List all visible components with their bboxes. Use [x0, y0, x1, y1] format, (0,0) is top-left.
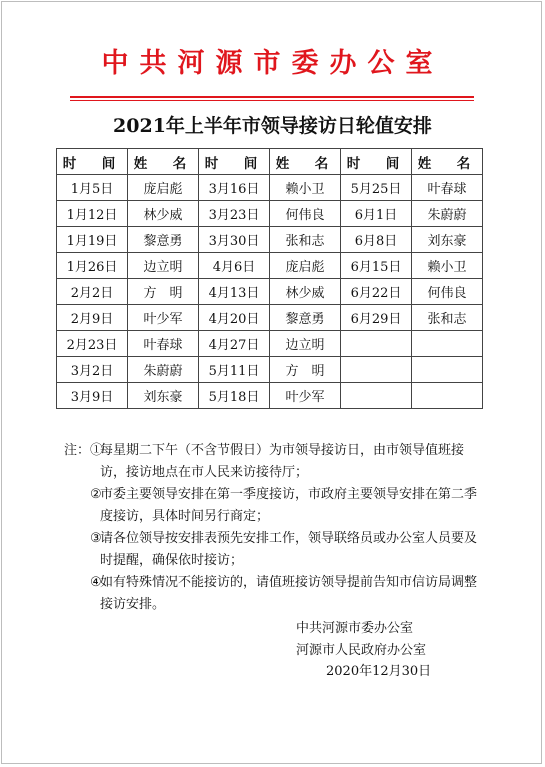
name-cell: 赖小卫	[270, 175, 341, 201]
note-text: 每星期二下午（不含节假日）为市领导接访日，由市领导值班接访，接访地点在市人民来访接待厅；	[100, 443, 465, 480]
name-cell: 刘东豪	[128, 383, 199, 409]
table-row	[57, 331, 483, 357]
name-cell	[412, 357, 483, 383]
date-cell: 4月20日	[199, 305, 270, 331]
date-cell: 1月19日	[57, 227, 128, 253]
note-number: ③	[90, 531, 102, 546]
name-cell: 朱蔚蔚	[128, 357, 199, 383]
date-cell: 3月9日	[57, 383, 128, 409]
table-header-row	[57, 149, 483, 175]
red-divider	[70, 96, 474, 98]
note-number: ①	[90, 443, 104, 458]
date-cell: 3月30日	[199, 227, 270, 253]
date-cell: 6月15日	[341, 253, 412, 279]
date-cell: 5月11日	[199, 357, 270, 383]
column-header: 姓 名	[128, 149, 199, 175]
name-cell: 朱蔚蔚	[412, 201, 483, 227]
red-divider-thin	[70, 100, 474, 101]
date-cell: 2月23日	[57, 331, 128, 357]
schedule-table	[56, 148, 483, 409]
name-cell: 黎意勇	[270, 305, 341, 331]
date-cell: 2月9日	[57, 305, 128, 331]
name-cell: 何伟良	[270, 201, 341, 227]
date-cell: 6月1日	[341, 201, 412, 227]
name-cell: 庞启彪	[128, 175, 199, 201]
note-number: ②	[90, 487, 102, 502]
date-cell: 2月2日	[57, 279, 128, 305]
signoff-date: 2020年12月30日	[326, 664, 432, 679]
note-item	[64, 484, 484, 528]
date-cell: 4月6日	[199, 253, 270, 279]
table-row	[57, 201, 483, 227]
date-cell: 3月23日	[199, 201, 270, 227]
date-cell	[341, 331, 412, 357]
note-item	[64, 528, 484, 572]
date-cell: 6月29日	[341, 305, 412, 331]
notes-label: 注：	[64, 443, 91, 458]
date-cell: 6月22日	[341, 279, 412, 305]
date-cell: 5月25日	[341, 175, 412, 201]
name-cell: 黎意勇	[128, 227, 199, 253]
notes-section	[64, 440, 484, 616]
date-cell	[341, 383, 412, 409]
name-cell: 刘东豪	[412, 227, 483, 253]
date-cell	[341, 357, 412, 383]
note-text: 市委主要领导安排在第一季度接访，市政府主要领导安排在第二季度接访，具体时间另行商定；	[100, 487, 478, 524]
name-cell: 边立明	[128, 253, 199, 279]
table-row	[57, 357, 483, 383]
column-header: 姓 名	[270, 149, 341, 175]
date-cell: 1月26日	[57, 253, 128, 279]
name-cell: 方 明	[128, 279, 199, 305]
name-cell: 叶春球	[128, 331, 199, 357]
note-item	[64, 440, 484, 484]
table-row	[57, 175, 483, 201]
note-text: 请各位领导按安排表预先安排工作，领导联络员或办公室人员要及时提醒，确保依时接访；	[100, 531, 478, 568]
name-cell: 张和志	[270, 227, 341, 253]
table-row	[57, 279, 483, 305]
column-header: 姓 名	[412, 149, 483, 175]
date-cell: 1月5日	[57, 175, 128, 201]
signoff-block	[296, 618, 496, 683]
column-header: 时 间	[57, 149, 128, 175]
date-cell: 5月18日	[199, 383, 270, 409]
name-cell	[412, 383, 483, 409]
name-cell	[412, 331, 483, 357]
date-cell: 4月27日	[199, 331, 270, 357]
date-cell: 1月12日	[57, 201, 128, 227]
note-number: ④	[90, 575, 102, 590]
name-cell: 叶春球	[412, 175, 483, 201]
name-cell: 方 明	[270, 357, 341, 383]
name-cell: 张和志	[412, 305, 483, 331]
table-row	[57, 305, 483, 331]
date-cell: 3月16日	[199, 175, 270, 201]
name-cell: 何伟良	[412, 279, 483, 305]
date-cell: 4月13日	[199, 279, 270, 305]
date-cell: 6月8日	[341, 227, 412, 253]
note-item	[64, 572, 484, 616]
name-cell: 林少威	[128, 201, 199, 227]
signoff-org-party: 中共河源市委办公室	[296, 621, 414, 636]
note-text: 如有特殊情况不能接访的，请值班接访领导提前告知市信访局调整接访安排。	[100, 575, 478, 612]
name-cell: 林少威	[270, 279, 341, 305]
org-header: 中共河源市委办公室	[101, 48, 444, 79]
table-row	[57, 383, 483, 409]
table-row	[57, 227, 483, 253]
document-title: 2021年上半年市领导接访日轮值安排	[113, 115, 432, 137]
signoff-org-government: 河源市人民政府办公室	[296, 642, 427, 658]
name-cell: 赖小卫	[412, 253, 483, 279]
column-header: 时 间	[341, 149, 412, 175]
name-cell: 边立明	[270, 331, 341, 357]
name-cell: 叶少军	[270, 383, 341, 409]
name-cell: 庞启彪	[270, 253, 341, 279]
date-cell: 3月2日	[57, 357, 128, 383]
table-row	[57, 253, 483, 279]
name-cell: 叶少军	[128, 305, 199, 331]
column-header: 时 间	[199, 149, 270, 175]
